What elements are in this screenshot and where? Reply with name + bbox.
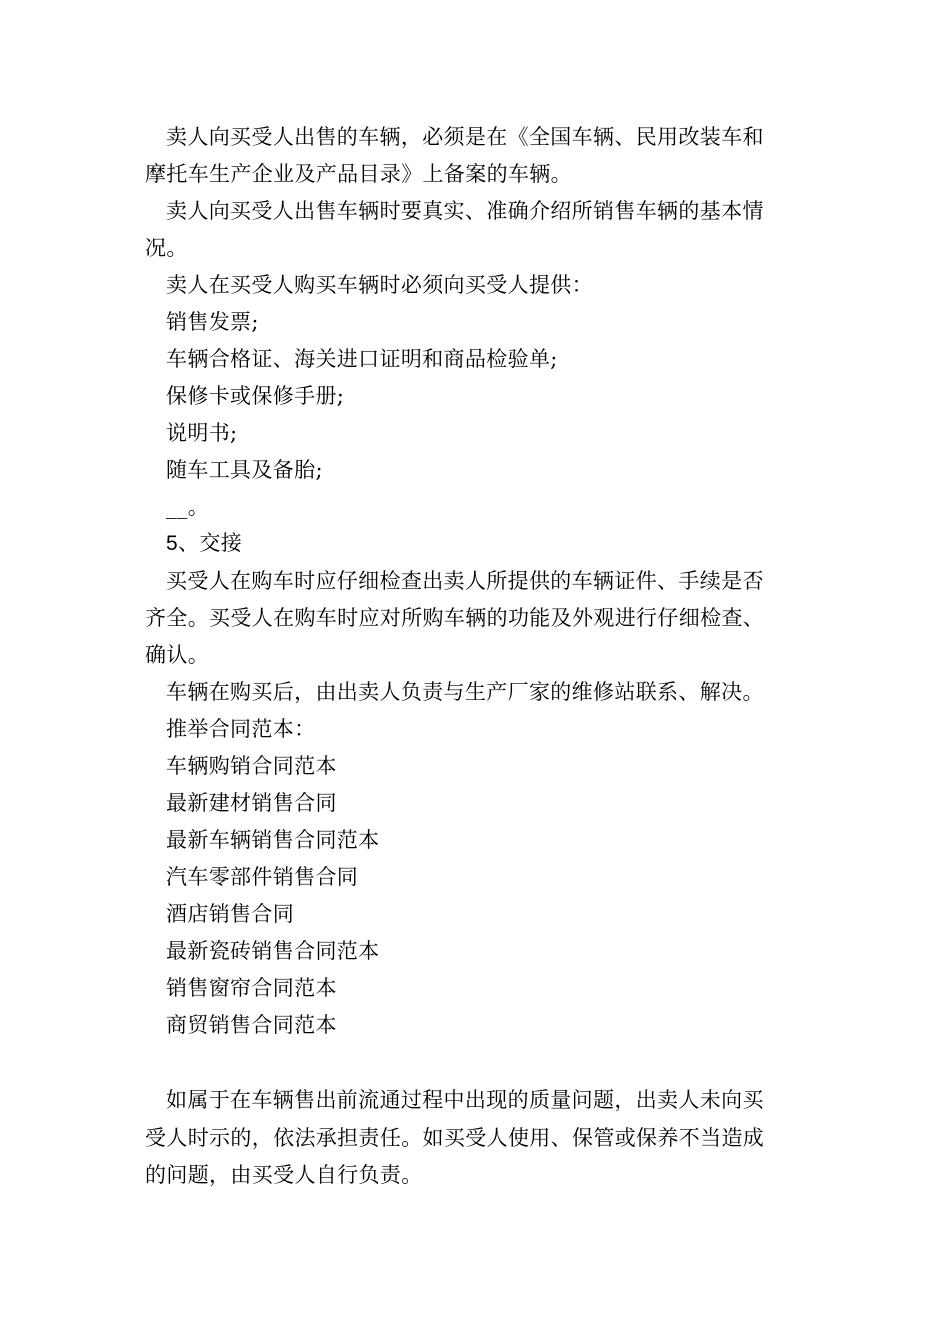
paragraph-line: 卖人向买受人出售的车辆，必须是在《全国车辆、民用改装车和	[166, 125, 764, 149]
list-item: __。	[166, 495, 210, 519]
list-item: 保修卡或保修手册;	[166, 384, 345, 408]
recommended-item: 商贸销售合同范本	[166, 1013, 337, 1037]
paragraph-line: 卖人在买受人购买车辆时必须向买受人提供：	[166, 273, 593, 297]
list-item: 车辆合格证、海关进口证明和商品检验单;	[166, 347, 558, 371]
recommended-item: 最新建材销售合同	[166, 791, 337, 815]
paragraph-line: 况。	[145, 236, 188, 260]
paragraph-line: 摩托车生产企业及产品目录》上备案的车辆。	[145, 162, 572, 186]
recommended-item: 最新瓷砖销售合同范本	[166, 939, 380, 963]
section-heading: 5、交接	[166, 532, 243, 555]
recommended-item: 车辆购销合同范本	[166, 754, 337, 778]
paragraph-line: 确认。	[145, 643, 210, 667]
recommended-item: 酒店销售合同	[166, 902, 295, 926]
paragraph-line: 卖人向买受人出售车辆时要真实、准确介绍所销售车辆的基本情	[166, 199, 764, 223]
list-item: 说明书;	[166, 421, 238, 445]
paragraph-line: 齐全。买受人在购车时应对所购车辆的功能及外观进行仔细检查、	[145, 606, 765, 630]
list-item: 随车工具及备胎;	[166, 458, 323, 482]
paragraph-line: 如属于在车辆售出前流通过程中出现的质量问题，出卖人未向买	[166, 1088, 764, 1112]
recommended-heading: 推举合同范本：	[166, 717, 316, 741]
paragraph-line: 车辆在购买后，由出卖人负责与生产厂家的维修站联系、解决。	[166, 680, 764, 704]
recommended-item: 汽车零部件销售合同	[166, 865, 359, 889]
paragraph-line: 的问题，由买受人自行负责。	[145, 1163, 423, 1187]
paragraph-line: 受人时示的，依法承担责任。如买受人使用、保管或保养不当造成	[145, 1126, 765, 1150]
recommended-item: 销售窗帘合同范本	[166, 976, 337, 1000]
paragraph-line: 买受人在购车时应仔细检查出卖人所提供的车辆证件、手续是否	[166, 569, 764, 593]
list-item: 销售发票;	[166, 310, 259, 334]
recommended-item: 最新车辆销售合同范本	[166, 828, 380, 852]
